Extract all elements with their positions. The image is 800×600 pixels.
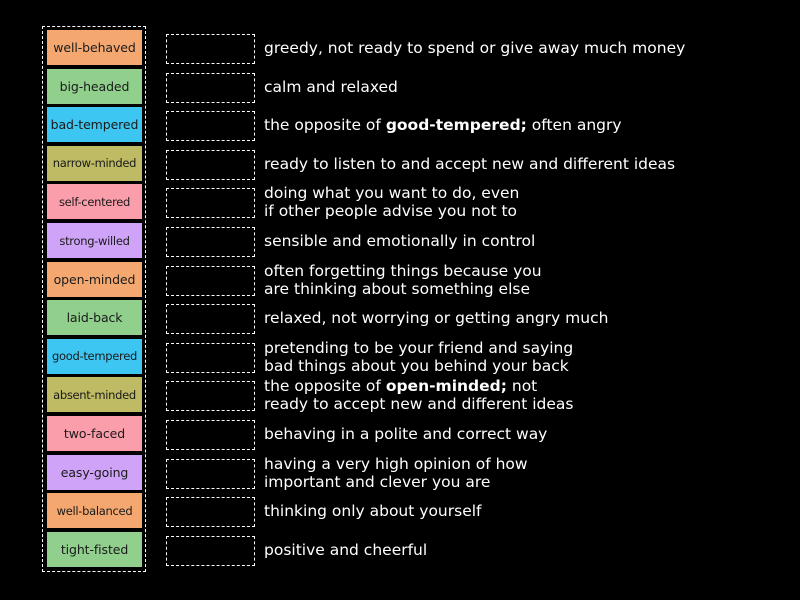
definition-item xyxy=(264,222,784,260)
tile-strong-willed[interactable]: strong-willed xyxy=(47,223,142,258)
definition-line-1: thinking only about yourself xyxy=(264,502,482,521)
tile-good-tempered[interactable]: good-tempered xyxy=(47,339,142,374)
drop-slot[interactable] xyxy=(166,266,255,296)
drop-slot[interactable] xyxy=(166,34,255,64)
tile-open-minded[interactable]: open-minded xyxy=(47,262,142,297)
drop-slot[interactable] xyxy=(166,227,255,257)
definition-item xyxy=(264,454,784,492)
definition-item xyxy=(264,29,784,67)
definition-text: the opposite of xyxy=(264,377,386,396)
definition-line-1: ready to listen to and accept new and different ideas xyxy=(264,154,676,173)
tile-narrow-minded[interactable]: narrow-minded xyxy=(47,146,142,181)
definition-item xyxy=(264,299,784,337)
definition-item xyxy=(264,261,784,299)
definition-item xyxy=(264,415,784,453)
drop-slot[interactable] xyxy=(166,343,255,373)
definition-line-1: pretending to be your friend and saying xyxy=(264,338,574,357)
definition-text: not xyxy=(506,377,538,396)
drop-slot[interactable] xyxy=(166,73,255,103)
tile-big-headed[interactable]: big-headed xyxy=(47,69,142,104)
tile-well-balanced[interactable]: well-balanced xyxy=(47,493,142,528)
tile-bad-tempered[interactable]: bad-tempered xyxy=(47,107,142,142)
definition-line-1: doing what you want to do, even xyxy=(264,184,520,203)
drop-slot[interactable] xyxy=(166,304,255,334)
drop-slot[interactable] xyxy=(166,497,255,527)
definition-line-1 xyxy=(264,377,784,395)
definition-line-2: ready to accept new and different ideas xyxy=(264,395,574,414)
drop-slot[interactable] xyxy=(166,536,255,566)
definition-line-1: often forgetting things because you xyxy=(264,261,542,280)
tile-easy-going[interactable]: easy-going xyxy=(47,455,142,490)
drop-slot[interactable] xyxy=(166,459,255,489)
definition-line-2: if other people advise you not to xyxy=(264,202,518,221)
definition-text: often angry xyxy=(526,116,622,135)
definition-item xyxy=(264,183,784,221)
definition-text: the opposite of xyxy=(264,116,386,135)
definition-item xyxy=(264,492,784,530)
tile-tight-fisted[interactable]: tight-fisted xyxy=(47,532,142,567)
definition-item xyxy=(264,376,784,414)
drop-slot[interactable] xyxy=(166,188,255,218)
drop-slot[interactable] xyxy=(166,420,255,450)
definition-bold-term: open-minded; xyxy=(385,377,507,396)
definition-line-2: bad things about you behind your back xyxy=(264,356,569,375)
tile-absent-minded[interactable]: absent-minded xyxy=(47,377,142,412)
definition-line-1: having a very high opinion of how xyxy=(264,454,528,473)
definition-line-1: positive and cheerful xyxy=(264,540,428,559)
definition-line-2: important and clever you are xyxy=(264,472,491,491)
definition-line-1: relaxed, not worrying or getting angry much xyxy=(264,309,609,328)
tile-well-behaved[interactable]: well-behaved xyxy=(47,30,142,65)
definition-item xyxy=(264,531,784,569)
definition-line-1: greedy, not ready to spend or give away much money xyxy=(264,39,686,57)
definition-bold-term: good-tempered; xyxy=(385,116,527,135)
definition-item xyxy=(264,145,784,183)
definition-item xyxy=(264,106,784,144)
definition-item xyxy=(264,338,784,376)
definition-line-1: behaving in a polite and correct way xyxy=(264,425,548,443)
drop-slot[interactable] xyxy=(166,111,255,141)
drop-slot[interactable] xyxy=(166,381,255,411)
tile-two-faced[interactable]: two-faced xyxy=(47,416,142,451)
tile-laid-back[interactable]: laid-back xyxy=(47,300,142,335)
definition-line-1: sensible and emotionally in control xyxy=(264,232,536,250)
definition-line-1 xyxy=(264,116,784,134)
definition-line-2: are thinking about something else xyxy=(264,279,530,298)
tile-self-centered[interactable]: self-centered xyxy=(47,184,142,219)
definition-item xyxy=(264,68,784,106)
drop-slot[interactable] xyxy=(166,150,255,180)
definition-line-1: calm and relaxed xyxy=(264,77,398,96)
